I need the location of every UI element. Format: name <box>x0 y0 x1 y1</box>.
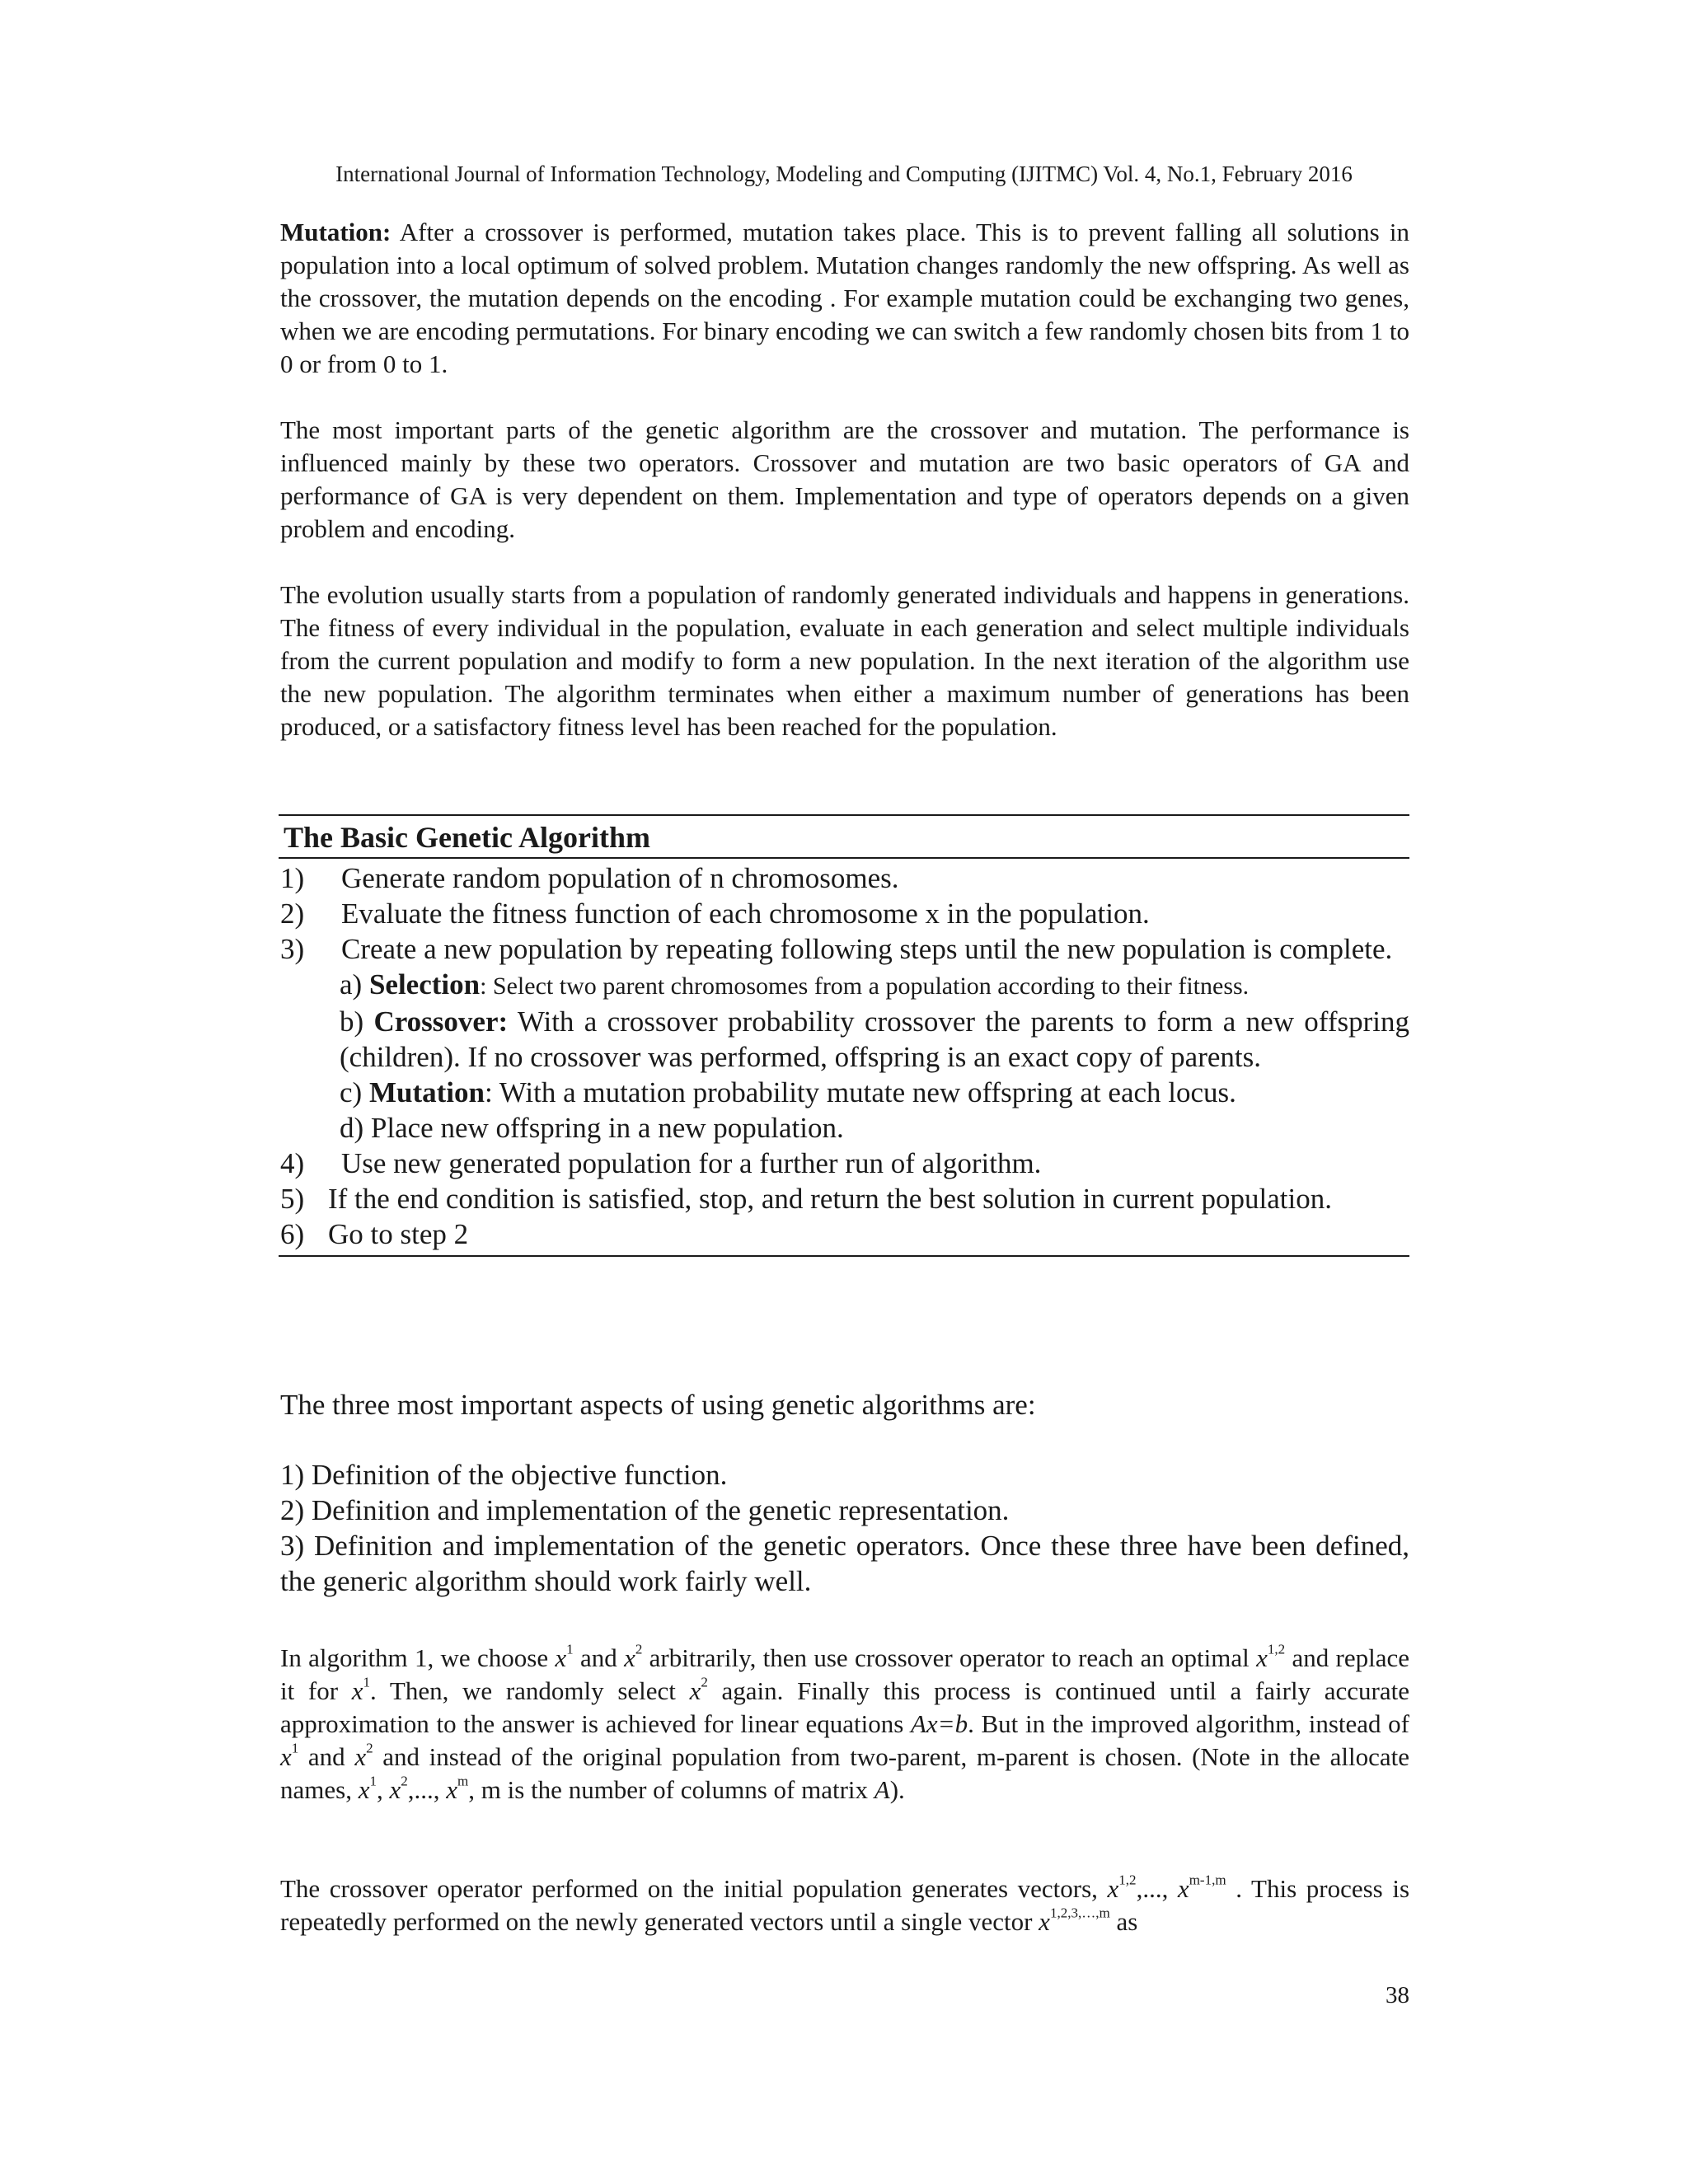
algorithm-substep-d: d) Place new offspring in a new population. <box>340 1112 844 1144</box>
substep-text: With a crossover probability crossover the parents to form a new offspring (children). If no crossover was performed, offspring is an exact copy of parents. <box>340 1005 1409 1073</box>
algorithm-box <box>279 814 1409 1257</box>
important-parts-paragraph: The most important parts of the genetic algorithm are the crossover and mutation. The performance is influenced mainly by these two operators. Crossover and mutation are two basic operators of GA and performance of GA is very dependent on them. Implementation and type of operators depends on a given problem and encoding. <box>280 415 1409 543</box>
substep-prefix: a) <box>340 968 369 1001</box>
step-number: 5) <box>280 1183 305 1215</box>
step-number: 6) <box>280 1218 305 1250</box>
step-number: 4) <box>280 1147 305 1179</box>
algorithm-step-6 <box>279 1216 1409 1252</box>
step-number: 2) <box>280 898 305 930</box>
substep-keyword: Mutation <box>368 1076 485 1108</box>
page-number: 38 <box>1386 1982 1409 2008</box>
algorithm-steps <box>279 859 1409 1255</box>
algorithm-one-paragraph: In algorithm 1, we choose $x^1$ and $x^2$ arbitrarily, then use crossover operator to reach an optimal $x^{1,2}$ and replace it for $x^1$. Then, we randomly select $x^2$ again. Finally this process is continued until a fairly accurate approximation to the answer is achieved for linear equations Ax=b. But in the improved algorithm, instead of $x^1$ and $x^2$ and instead of the original population from two-parent, m-parent is chosen. (Note in the allocate names, $x^1$, $x^2$,..., $x^m$, m is the number of columns of matrix A). <box>280 1641 1410 1804</box>
mutation-text: After a crossover is performed, mutation takes place. This is to prevent falling all solutions in population into a local optimum of solved problem. Mutation changes randomly the new offspring. As well as the crossover, the mutation depends on the encoding . For example mutation could be exchanging two genes, when we are encoding permutations. For binary encoding we can switch a few randomly chosen bits from 1 to 0 or from 0 to 1. <box>280 218 1409 378</box>
substep-prefix: c) <box>340 1076 369 1108</box>
algorithm-substep-b <box>279 1004 1409 1075</box>
algorithm-step-1 <box>279 860 1409 896</box>
aspect-item-1: 1) Definition of the objective function. <box>280 1459 728 1491</box>
step-text: Go to step 2 <box>328 1218 469 1250</box>
evolution-paragraph: The evolution usually starts from a population of randomly generated individuals and happens in generations. The fitness of every individual in the population, evaluate in each generation and select multiple individuals from the current population and modify to form a new population. In the next iteration of the algorithm use the new population. The algorithm terminates when either a maximum number of generations has been produced, or a satisfactory fitness level has been reached for the population. <box>280 580 1409 741</box>
crossover-vectors-paragraph: The crossover operator performed on the initial population generates vectors, $x^{1,2}$,..., $x^{m-1,m}$ . This process is repeatedly performed on the newly generated vectors until a single vector $x^{1,2,3,\dots,m}$ as <box>280 1872 1410 1936</box>
algorithm-step-4 <box>279 1146 1409 1181</box>
algorithm-step-3 <box>279 931 1409 967</box>
substep-prefix: b) <box>340 1005 374 1038</box>
substep-keyword: Crossover: <box>373 1005 509 1038</box>
step-text: Create a new population by repeating following steps until the new population is complete. <box>341 933 1393 965</box>
algorithm-step-2 <box>279 896 1409 931</box>
step-number: 3) <box>280 933 305 965</box>
mutation-paragraph <box>280 216 1409 381</box>
algorithm-substep-a <box>279 967 1409 1004</box>
algorithm-title: The Basic Genetic Algorithm <box>284 821 650 854</box>
step-text: Evaluate the fitness function of each chromosome x in the population. <box>341 898 1150 930</box>
running-header: International Journal of Information Technology, Modeling and Computing (IJITMC) Vol. 4, No.1, February 2016 <box>335 162 1353 186</box>
mutation-label: Mutation: <box>280 218 392 246</box>
algorithm-substep-c <box>279 1075 1409 1110</box>
aspect-item-2: 2) Definition and implementation of the genetic representation. <box>280 1494 1010 1526</box>
substep-text: : Select two parent chromosomes from a population according to their fitness. <box>480 972 1250 1000</box>
substep-keyword: Selection <box>368 968 481 1001</box>
aspects-intro: The three most important aspects of using genetic algorithms are: <box>280 1389 1036 1421</box>
algorithm-step-5 <box>279 1181 1409 1216</box>
step-text: If the end condition is satisfied, stop, and return the best solution in current population. <box>328 1183 1332 1215</box>
step-number: 1) <box>280 862 305 894</box>
step-text: Use new generated population for a further run of algorithm. <box>341 1147 1042 1179</box>
step-text: Generate random population of n chromosomes. <box>341 862 899 894</box>
substep-text: : With a mutation probability mutate new offspring at each locus. <box>484 1076 1236 1108</box>
algorithm-bottom-rule <box>279 1255 1409 1257</box>
aspect-item-3: 3) Definition and implementation of the genetic operators. Once these three have been defined, the generic algorithm should work fairly well. <box>280 1530 1409 1597</box>
